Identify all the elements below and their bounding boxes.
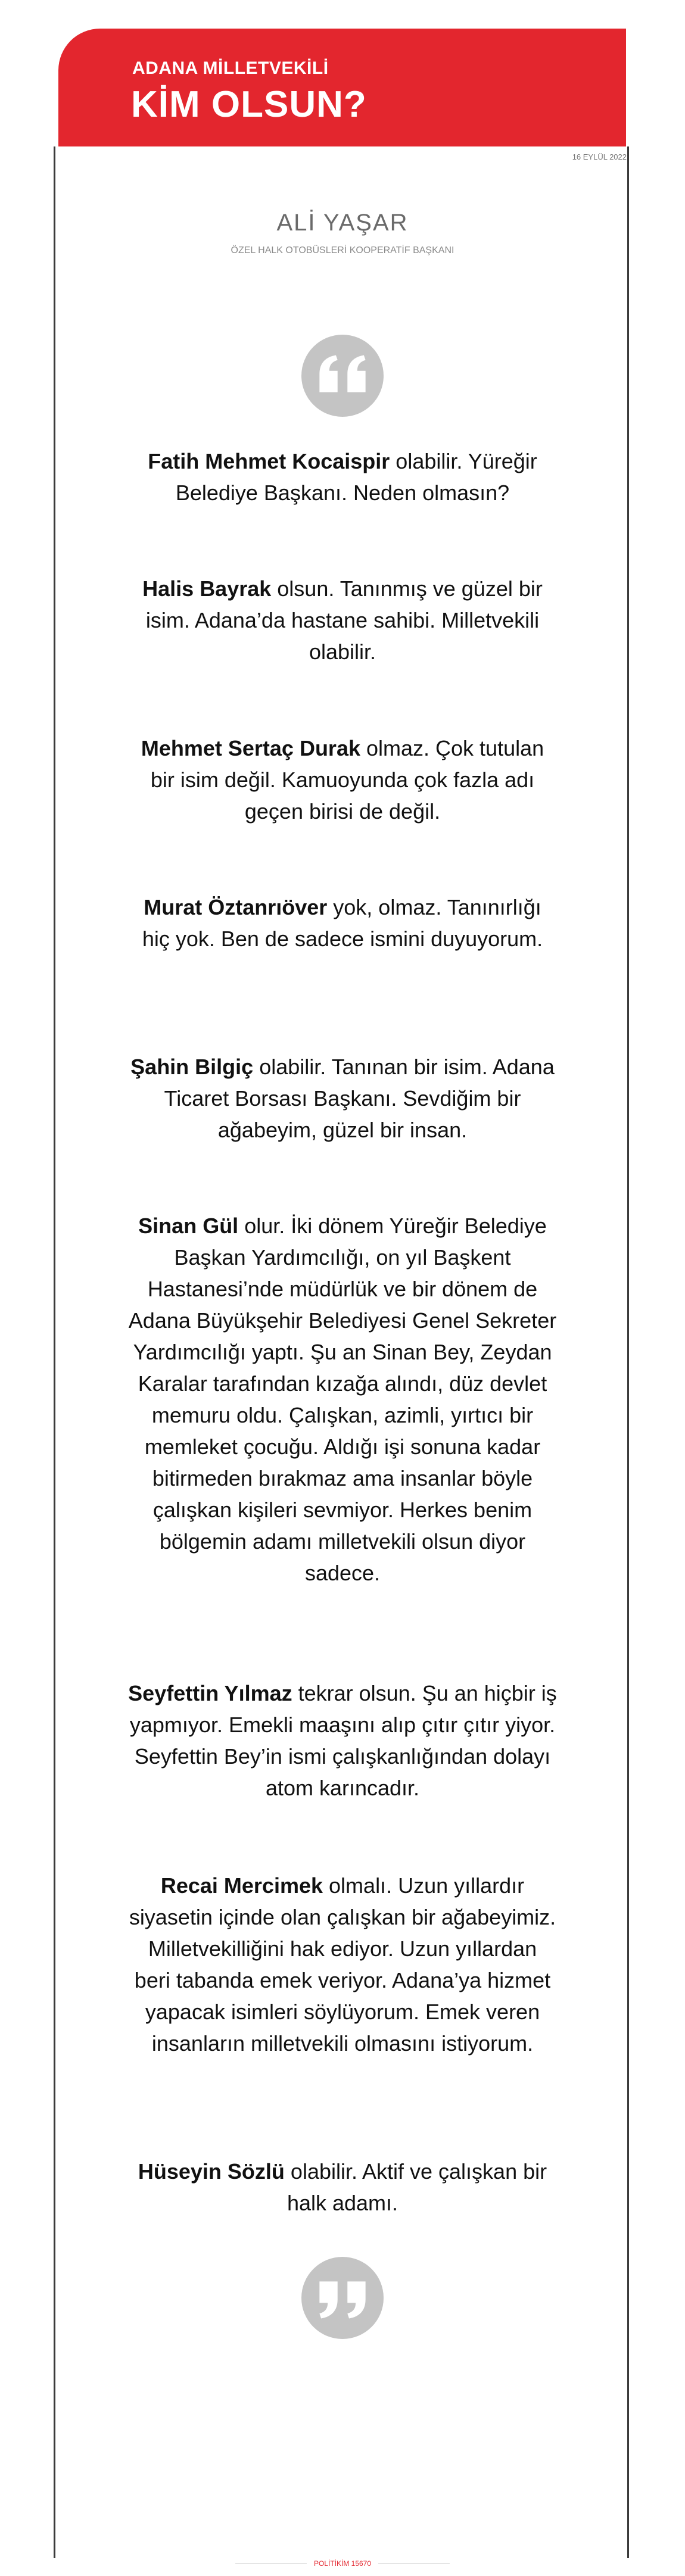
paragraph-4 bbox=[128, 891, 557, 955]
person-name: Halis Bayrak bbox=[142, 576, 272, 601]
person-name: Hüseyin Sözlü bbox=[138, 2159, 285, 2184]
person-name: Murat Öztanrıöver bbox=[144, 895, 328, 919]
person-name: Şahin Bilgiç bbox=[130, 1055, 254, 1079]
author-role: ÖZEL HALK OTOBÜSLERİ KOOPERATİF BAŞKANI bbox=[231, 245, 454, 255]
person-name: Fatih Mehmet Kocaispir bbox=[148, 449, 390, 473]
author-name: ALİ YAŞAR bbox=[276, 210, 409, 236]
headline-banner bbox=[58, 29, 626, 146]
footer-page-label: POLİTİKİM 15670 bbox=[313, 2559, 372, 2568]
page-frame-right bbox=[627, 146, 629, 2558]
headline-supertitle: ADANA MİLLETVEKİLİ bbox=[132, 58, 329, 78]
person-name: Seyfettin Yılmaz bbox=[128, 1681, 292, 1705]
person-name: Mehmet Sertaç Durak bbox=[141, 736, 360, 760]
paragraph-text: olabilir. Tanınan bir isim. Adana Ticaret Borsası Başkanı. Sevdiğim bir ağabeyim, güzel bir insan. bbox=[164, 1055, 555, 1142]
paragraph-text: tekrar olsun. Şu an hiçbir iş yapmıyor. Emekli maaşını alıp çıtır çıtır yiyor. Seyfettin Bey’in ismi çalışkanlığından dolayı atom karıncadır. bbox=[129, 1681, 557, 1800]
paragraph-text: olabilir. Yüreğir Belediye Başkanı. Neden olmasın? bbox=[175, 449, 537, 505]
quote-open-icon bbox=[301, 335, 384, 417]
paragraph-text: yok, olmaz. Tanınırlığı hiç yok. Ben de sadece ismini duyuyorum. bbox=[142, 895, 543, 951]
paragraph-6 bbox=[128, 1210, 557, 1589]
paragraph-2 bbox=[128, 573, 557, 668]
person-name: Recai Mercimek bbox=[160, 1873, 323, 1898]
paragraph-text: olur. İki dönem Yüreğir Belediye Başkan Yardımcılığı, on yıl Başkent Hastanesi’nde müdürlük ve bir dönem de Adana Büyükşehir Belediyesi Genel Sekreter Yardımcılığı yaptı. Şu an Sinan Bey, Zeydan Karalar tarafından kızağa alındı, düz devlet memuru oldu. Çalışkan, azimli, yırtıcı bir memleket çocuğu. Aldığı işi sonuna kadar bitirmeden bırakmaz ama insanlar böyle çalışkan kişileri sevmiyor. Herkes benim bölgemin adamı milletvekili olsun diyor sadece. bbox=[128, 1214, 557, 1585]
paragraph-text: olsun. Tanınmış ve güzel bir isim. Adana’da hastane sahibi. Milletvekili olabilir. bbox=[145, 576, 543, 664]
paragraph-text: olmalı. Uzun yıllardır siyasetin içinde olan çalışkan bir ağabeyimiz. Milletvekilliğini hak ediyor. Uzun yıllardan beri tabanda emek veriyor. Adana’ya hizmet yapacak isimleri söylüyorum. Emek veren insanların milletvekili olmasını istiyorum. bbox=[129, 1873, 556, 2056]
publication-date: 16 EYLÜL 2022 bbox=[572, 152, 627, 161]
paragraph-text: olabilir. Aktif ve çalışkan bir halk adamı. bbox=[284, 2159, 547, 2215]
paragraph-7 bbox=[128, 1677, 557, 1804]
headline-title: KİM OLSUN? bbox=[131, 84, 367, 125]
paragraph-3 bbox=[128, 732, 557, 827]
paragraph-8 bbox=[128, 1870, 557, 2059]
page-frame-left bbox=[54, 146, 55, 2558]
paragraph-5 bbox=[128, 1051, 557, 1146]
paragraph-text: olmaz. Çok tutulan bir isim değil. Kamuoyunda çok fazla adı geçen birisi de değil. bbox=[150, 736, 544, 824]
quote-close-icon bbox=[301, 2257, 384, 2339]
person-name: Sinan Gül bbox=[138, 1214, 239, 1238]
footer-rule-right bbox=[378, 2563, 450, 2564]
paragraph-9 bbox=[128, 2156, 557, 2219]
paragraph-1 bbox=[128, 445, 557, 509]
